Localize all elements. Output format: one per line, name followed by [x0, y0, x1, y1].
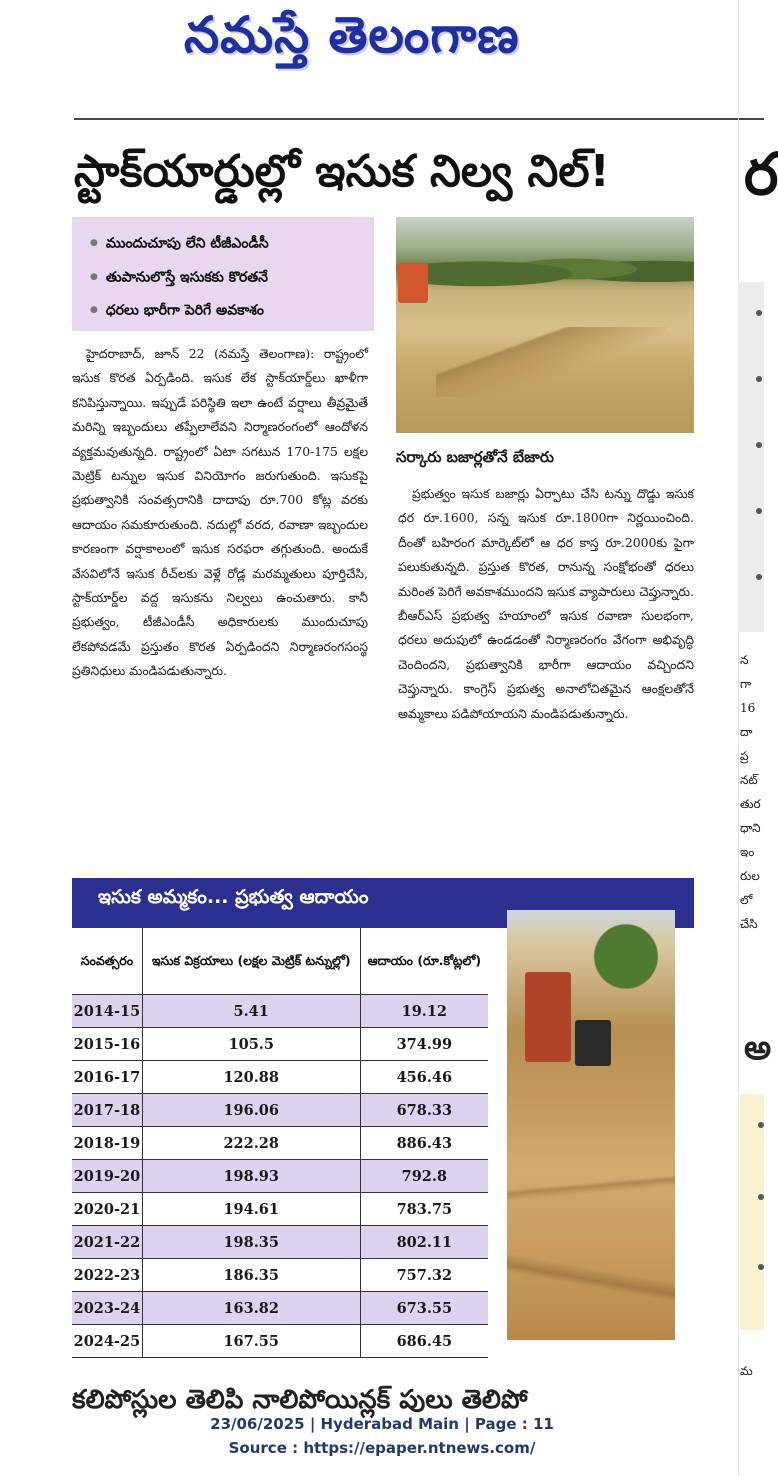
- adjacent-text-line: 16: [740, 701, 756, 715]
- page-footer: [0, 1412, 764, 1460]
- year-cell: 2020-21: [72, 1193, 142, 1226]
- highlight-item: ● తుపానులొస్తే ఇసుకకు కొరతనే: [90, 261, 374, 295]
- adjacent-text-line: లో: [740, 893, 753, 907]
- adjacent-text-line: తుర: [740, 797, 761, 811]
- footer-source-link[interactable]: Source : https://epaper.ntnews.com/: [228, 1439, 536, 1457]
- sand-stockyard-photo: [396, 217, 694, 433]
- sales-cell: 198.35: [142, 1226, 360, 1259]
- revenue-cell: 802.11: [360, 1226, 488, 1259]
- sales-cell: 105.5: [142, 1028, 360, 1061]
- next-article-text: కలిపోస్లుల తెలిపి నాలిపోయిన్ల‌క్ పులు తెలిపో: [72, 1385, 528, 1415]
- right-column-text: ప్రభుత్వం ఇసుక బజార్లు ఏర్పాటు చేసి టన్ను దొడ్డు ఇసుక ధర రూ.1600, సన్న ఇసుక రూ.1800గా నిర్ణయించింది. దీంతో బహిరంగ మార్కెట్‌లో ఆ ధర కాస్త రూ.2000కు పైగా పలుకుతున్నది. ప్రస్తుత కొరత, రానున్న సంక్షోభంతో ధరలు మరింత పెరిగే అవకాశముందని ఇసుక వ్యాపారులు చెప్తున్నారు. బీఆర్‌ఎస్ ప్రభుత్వ హయాంలో ఇసుక రవాణా సులభంగా, ధరలు అదుపులో ఉండడంతో నిర్మాణరంగం వేగంగా అభివృద్ధి చెందిందని, ప్రభుత్వానికి భారీగా ఆదాయం వచ్చిందని చెప్తున్నారు. కాంగ్రెస్ ప్రభుత్వ అనాలోచితమైన ఆంక్షలతోనే అమ్మకాలు పడిపోయాయని మండిపడుతున్నారు.: [398, 486, 694, 721]
- adjacent-text-line: గా: [740, 677, 752, 691]
- revenue-cell: 374.99: [360, 1028, 488, 1061]
- revenue-cell: 783.75: [360, 1193, 488, 1226]
- masthead: [0, 0, 764, 80]
- sales-cell: 198.93: [142, 1160, 360, 1193]
- col-header-year: సంవత్సరం: [72, 928, 142, 995]
- sand-texture: [507, 1160, 675, 1220]
- table-row: [72, 1094, 488, 1127]
- revenue-cell: 686.45: [360, 1325, 488, 1358]
- tractor-shape: [575, 1020, 611, 1066]
- year-cell: 2015-16: [72, 1028, 142, 1061]
- col-header-sales: ఇసుక విక్రయాలు (లక్షల మెట్రిక్ టన్నుల్లో): [142, 928, 360, 995]
- year-cell: 2023-24: [72, 1292, 142, 1325]
- adjacent-text-line: ధాని: [740, 821, 761, 835]
- adjacent-headline-fragment: ర: [744, 140, 778, 208]
- adjacent-text-line: దా: [740, 725, 753, 739]
- tree-shape: [577, 916, 675, 1006]
- adjacent-headline-fragment-2: అ: [744, 1028, 772, 1068]
- revenue-cell: 678.33: [360, 1094, 488, 1127]
- sales-cell: 196.06: [142, 1094, 360, 1127]
- adjacent-text-line: ప్ర: [740, 749, 749, 763]
- column-divider: [738, 0, 739, 1476]
- footer-date-edition: 23/06/2025 | Hyderabad Main | Page : 11: [210, 1415, 554, 1433]
- year-cell: 2019-20: [72, 1160, 142, 1193]
- adjacent-text-line: రుల: [740, 869, 760, 883]
- table-row: [72, 1292, 488, 1325]
- year-cell: 2014-15: [72, 995, 142, 1028]
- table-row: [72, 1127, 488, 1160]
- trees-shape: [426, 245, 694, 293]
- revenue-cell: 673.55: [360, 1292, 488, 1325]
- table-row: [72, 1193, 488, 1226]
- article-column-right: [398, 482, 694, 872]
- table-row: [72, 1259, 488, 1292]
- revenue-cell: 792.8: [360, 1160, 488, 1193]
- year-cell: 2021-22: [72, 1226, 142, 1259]
- sales-cell: 120.88: [142, 1061, 360, 1094]
- year-cell: 2018-19: [72, 1127, 142, 1160]
- adjacent-text-line: నట్: [740, 773, 758, 787]
- col-header-revenue: ఆదాయం (రూ.కోట్లలో): [360, 928, 488, 995]
- masthead-divider: [74, 118, 764, 120]
- table-row: [72, 995, 488, 1028]
- sales-cell: 222.28: [142, 1127, 360, 1160]
- year-cell: 2017-18: [72, 1094, 142, 1127]
- revenue-cell: 19.12: [360, 995, 488, 1028]
- newspaper-title: నమస్తే తెలంగాణ: [184, 6, 520, 64]
- sand-sales-table: [72, 928, 488, 1358]
- adjacent-highlights-box-2: [740, 1094, 764, 1330]
- excavator-shape: [525, 972, 571, 1062]
- year-cell: 2022-23: [72, 1259, 142, 1292]
- left-column-text: హైదరాబాద్, జూన్ 22 (నమస్తే తెలంగాణ): రాష్ట్రంలో ఇసుక కొరత ఏర్పడింది. ఇసుక లేక స్టాక్‌యార్డ్‌లు ఖాళీగా కనిపిస్తున్నాయి. ఇప్పుడే పరిస్థితి ఇలా ఉంటే వర్షాలు తీవ్రమైతే మరిన్ని ఇబ్బందులు తప్పేలాలేవని నిర్మాణరంగంలో ఆందోళన వ్యక్తమవుతున్నది. రాష్ట్రంలో ఏటా సగటున 170-175 లక్షల మెట్రిక్ టన్నుల ఇసుక వినియోగం జరుగుతుంది. ఇసుకపై ప్రభుత్వానికి సంవత్సరానికి దాదాపు రూ.700 కోట్ల వరకు ఆదాయం సమకూరుతుంది. నదుల్లో వరద, రవాణా ఇబ్బందుల కారణంగా వర్షాకాలంలో ఇసుక సరఫరా తగ్గుతుంది. అందుకే వేసవిలోనే ఇసుక రీచ్‌లకు వెళ్లే రోడ్ల మరమ్మతులు పూర్తిచేసి, స్టాక్‌యార్డ్‌ల వద్ద ఇసుకను నిల్వలు ఉంచుతారు. కానీ ప్రభుత్వం, టీజీఎండీసీ అధికారులకు ముందుచూపు లేకపోవడమే ప్రస్తుతం కొరత ఏర్పడిందని నిర్మాణరంగసంస్థ ప్రతినిధులు మండిపడుతున్నారు.: [72, 346, 368, 679]
- table-row: [72, 1226, 488, 1259]
- sales-cell: 163.82: [142, 1292, 360, 1325]
- highlight-item: ● ముందుచూపు లేని టీజీఎండీసీ: [90, 227, 374, 261]
- sales-cell: 167.55: [142, 1325, 360, 1358]
- table-row: [72, 1061, 488, 1094]
- adjacent-text-line: ఇం: [740, 845, 755, 859]
- adjacent-text-line: చేసి: [740, 917, 758, 931]
- table-row: [72, 1028, 488, 1061]
- revenue-cell: 757.32: [360, 1259, 488, 1292]
- table-row: [72, 1325, 488, 1358]
- highlights-box: [72, 217, 374, 331]
- article-headline: స్టాక్‌యార్డుల్లో ఇసుక నిల్వ నిల్!: [74, 146, 610, 197]
- next-article-headline-fragment: [72, 1380, 694, 1415]
- adjacent-text-line: న: [740, 653, 749, 667]
- highlight-item: ● ధరలు భారీగా పెరిగే అవకాశం: [90, 294, 374, 328]
- table-row: [72, 1160, 488, 1193]
- revenue-cell: 886.43: [360, 1127, 488, 1160]
- year-cell: 2024-25: [72, 1325, 142, 1358]
- photo-caption: సర్కారు బజార్లతోనే బేజారు: [396, 448, 554, 466]
- excavator-shape: [398, 263, 428, 303]
- sand-truck-photo: [507, 910, 675, 1340]
- sales-cell: 194.61: [142, 1193, 360, 1226]
- sales-cell: 186.35: [142, 1259, 360, 1292]
- sand-ridge-shape: [436, 327, 666, 397]
- year-cell: 2016-17: [72, 1061, 142, 1094]
- article-column-left: [72, 342, 368, 872]
- adjacent-column-text: [740, 648, 764, 978]
- revenue-cell: 456.46: [360, 1061, 488, 1094]
- table-title: ఇసుక అమ్మకం... ప్రభుత్వ ఆదాయం: [98, 886, 369, 908]
- sand-texture: [507, 1230, 675, 1320]
- sales-cell: 5.41: [142, 995, 360, 1028]
- adjacent-bottom-text: మ: [740, 1364, 753, 1378]
- adjacent-highlights-box: [738, 282, 764, 632]
